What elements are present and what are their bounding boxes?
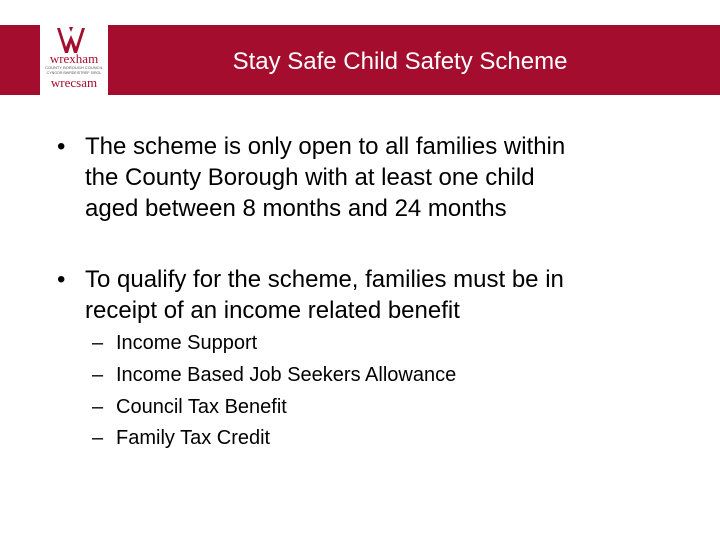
bullet-marker: •	[57, 266, 66, 293]
logo-small-line-2: CYNGOR BWRDEISTREF SIROL	[46, 71, 102, 75]
logo-small-line-1: COUNTY BOROUGH COUNCIL	[45, 65, 103, 70]
sub-bullet-marker: –	[92, 332, 104, 354]
sub-bullet-text: Income Based Job Seekers Allowance	[116, 364, 457, 386]
bullet-text	[85, 131, 685, 224]
bullet-line: The scheme is only open to all families within	[85, 133, 566, 160]
logo-bottom-text: wrecsam	[50, 75, 98, 90]
bullet-line: the County Borough with at least one child	[85, 164, 535, 191]
sub-bullet-text: Family Tax Credit	[116, 427, 271, 449]
bullet-line: aged between 8 months and 24 months	[85, 195, 507, 222]
bullet-line: receipt of an income related benefit	[85, 297, 460, 324]
slide-title: Stay Safe Child Safety Scheme	[232, 48, 568, 75]
sub-bullet-marker: –	[92, 396, 104, 418]
wrexham-logo	[40, 25, 108, 95]
logo-top-text: wrexham	[49, 51, 99, 66]
bullet-marker: •	[57, 133, 66, 160]
bullet-text	[85, 264, 685, 326]
sub-bullet-text: Income Support	[116, 332, 258, 354]
sub-bullet-text: Council Tax Benefit	[116, 396, 287, 418]
wrexham-logo-icon	[40, 25, 108, 95]
bullet-line: To qualify for the scheme, families must be in	[85, 266, 564, 293]
sub-bullet-marker: –	[92, 364, 104, 386]
sub-bullet-marker: –	[92, 427, 104, 449]
